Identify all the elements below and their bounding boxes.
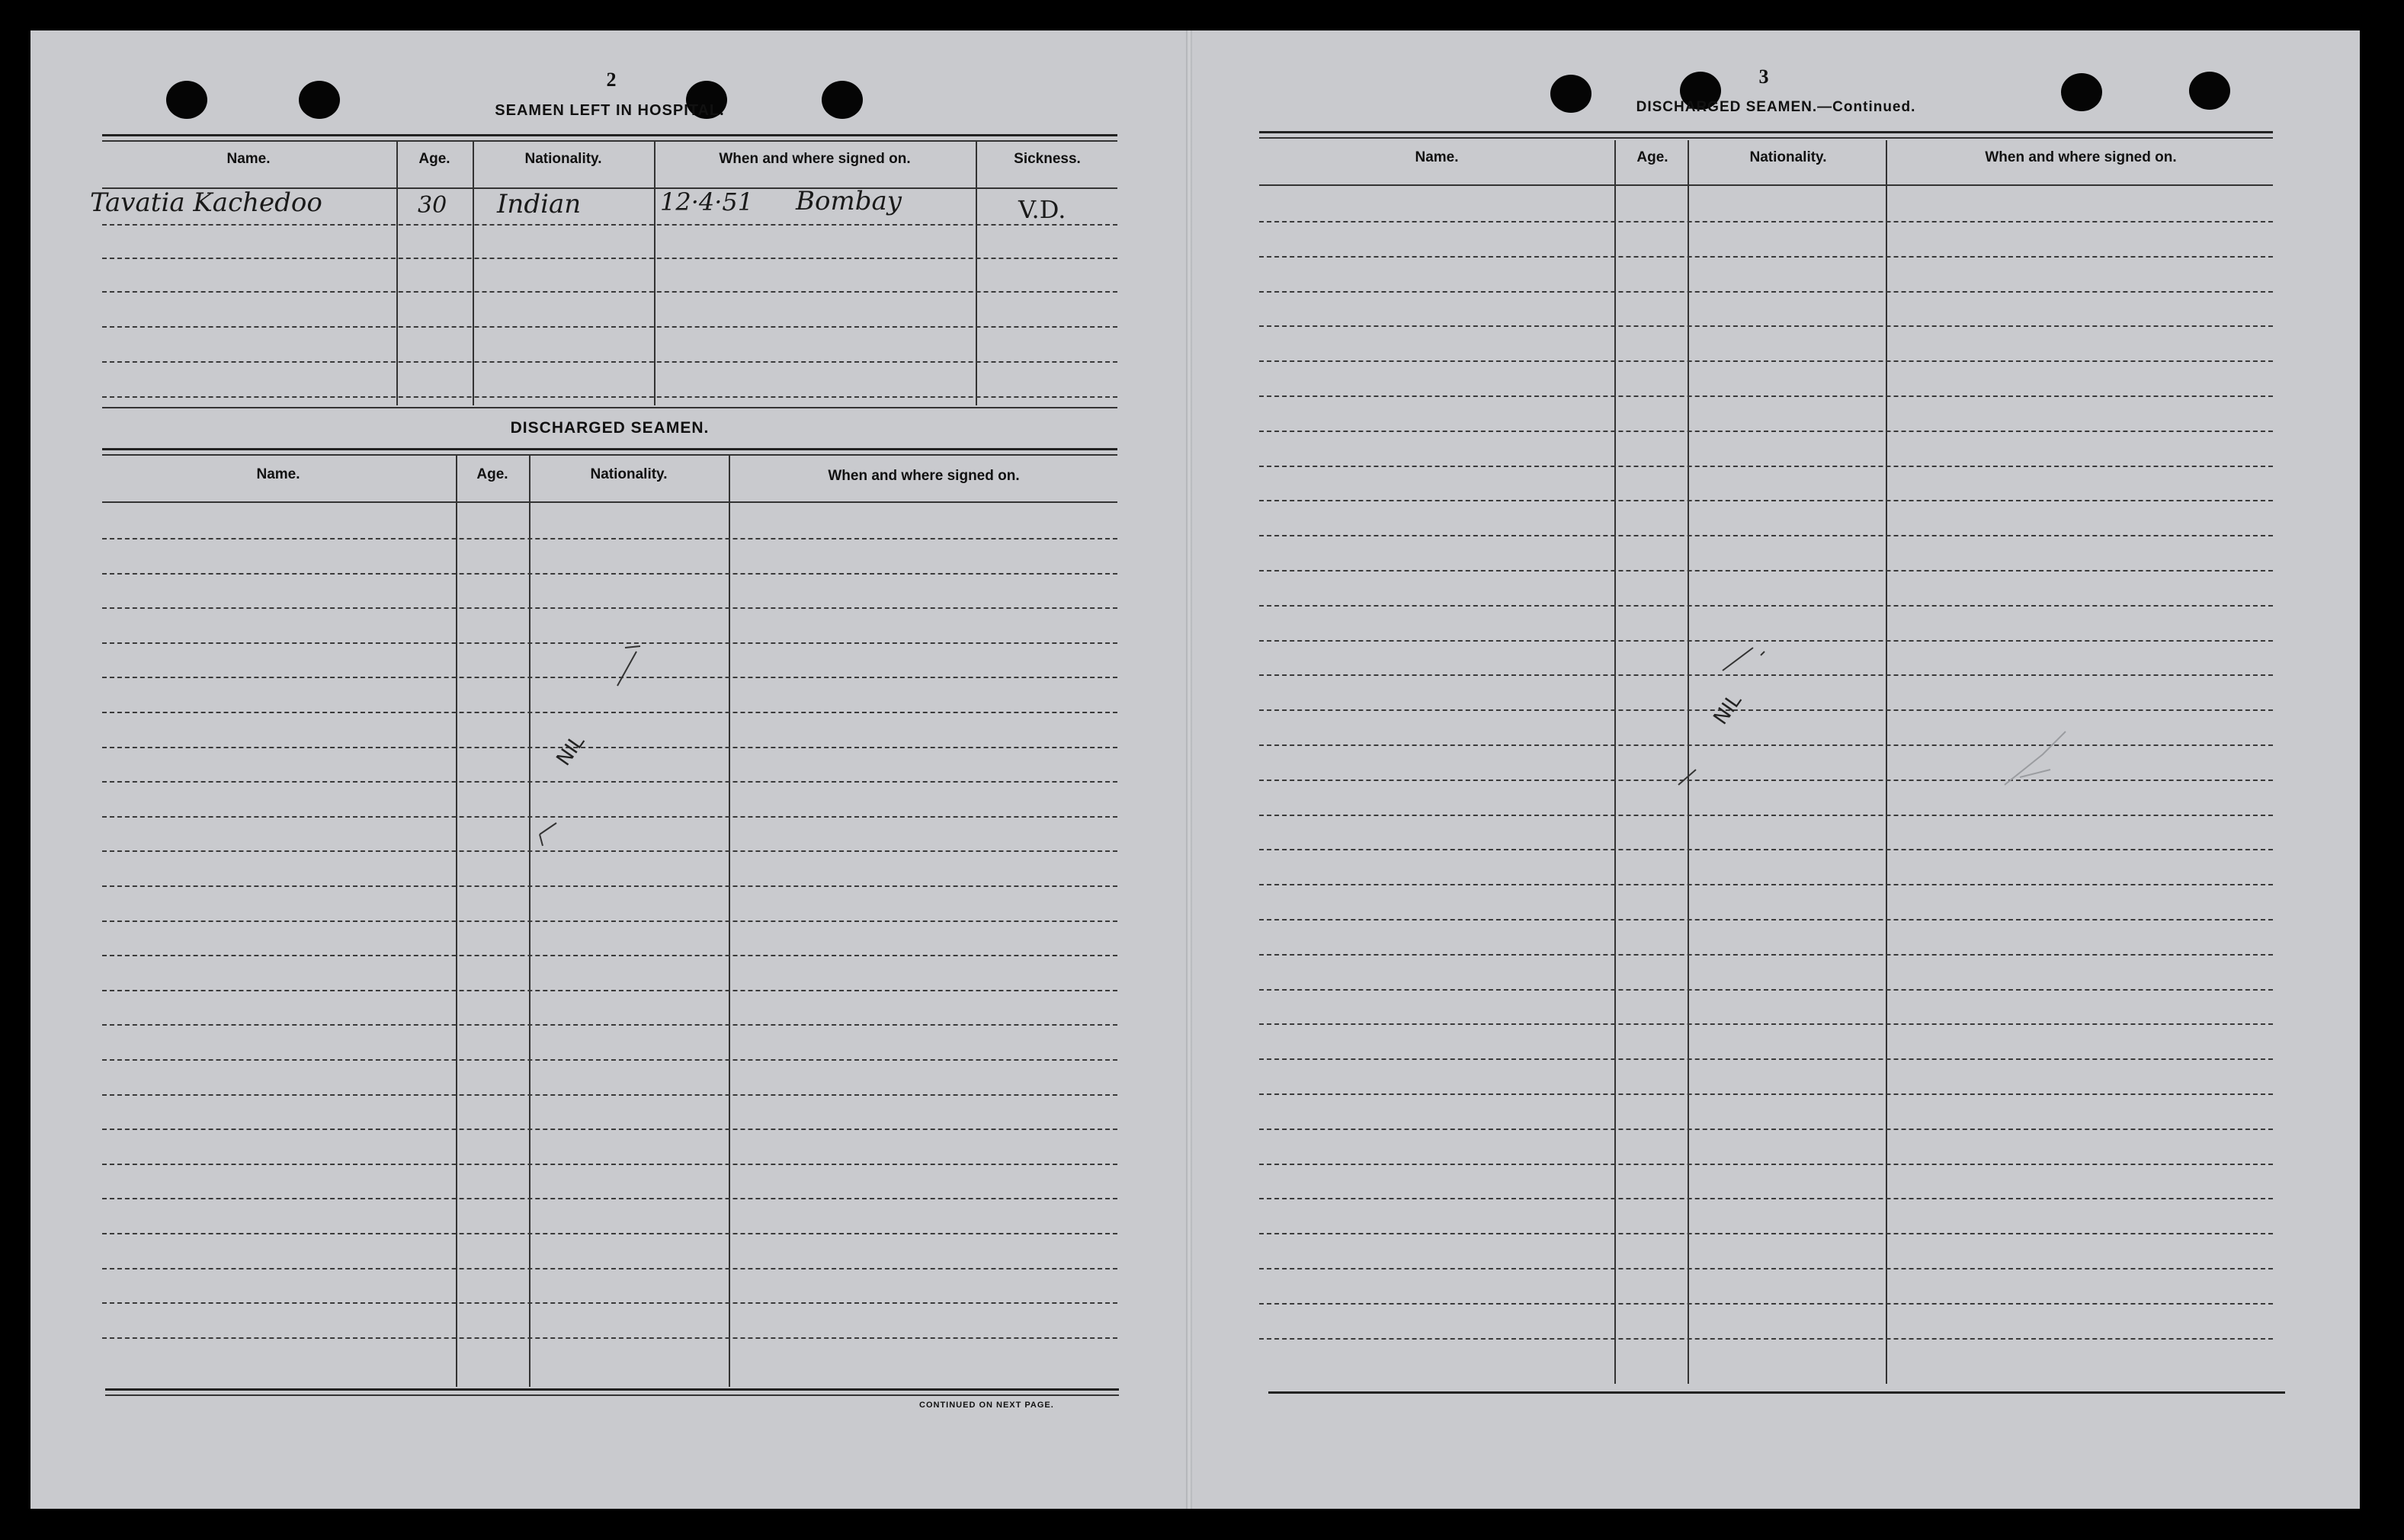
row-line [102,1094,1117,1096]
col-divider [976,142,977,405]
col-age: Age. [476,466,508,482]
row-line [102,1302,1117,1304]
col-sickness: Sickness. [1014,151,1081,167]
hospital-section-title: SEAMEN LEFT IN HOSPITAL. [495,102,725,119]
faint-stamp [1997,724,2088,792]
col-nationality: Nationality. [524,151,602,167]
row-line [1259,395,2273,397]
top-rule [102,134,1117,136]
row-line [102,361,1117,363]
nil-annotation: NIL [1709,690,1747,729]
punch-hole [299,81,340,119]
row-line [1259,605,2273,607]
row-line [102,291,1117,293]
col-name: Name. [1415,149,1459,165]
row-line [1259,535,2273,536]
row-line [1259,1198,2273,1199]
page-number: 3 [1758,66,1769,88]
col-age: Age. [1636,149,1668,165]
row-line [102,1024,1117,1026]
page-number: 2 [606,69,617,91]
row-line [102,990,1117,991]
row-line [1259,291,2273,293]
row-line [102,538,1117,539]
section-rule [102,407,1117,408]
entry-nationality: Indian [497,189,582,219]
row-line [102,1268,1117,1269]
row-line [102,573,1117,575]
top-rule [1259,137,2273,139]
row-line [1259,570,2273,571]
row-line [102,224,1117,226]
discharged-section-title: DISCHARGED SEAMEN. [510,419,710,437]
top-rule [1259,131,2273,133]
row-line [1259,1023,2273,1025]
row-line [1259,849,2273,850]
strike-mark [526,640,663,853]
punch-hole [166,81,207,119]
continued-footer: CONTINUED ON NEXT PAGE. [919,1401,1054,1410]
row-line [1259,954,2273,956]
row-line [1259,989,2273,991]
col-divider [473,142,474,405]
strike-mark [1662,632,1784,800]
section-rule [102,448,1117,450]
col-signed-on: When and where signed on. [828,468,1020,484]
row-line [1259,221,2273,223]
row-line [102,396,1117,398]
punch-hole [822,81,863,119]
row-line [1259,919,2273,920]
col-nationality: Nationality. [590,466,668,482]
col-signed-on: When and where signed on. [1985,149,2177,165]
row-line [102,920,1117,922]
row-line [102,1129,1117,1130]
bottom-rule [105,1394,1119,1396]
col-name: Name. [226,151,271,167]
bottom-rule [105,1388,1119,1391]
row-line [1259,1093,2273,1095]
header-rule [1259,184,2273,186]
entry-name: Tavatia Kachedoo [90,187,322,218]
bottom-rule [1268,1391,2285,1394]
row-line [1259,431,2273,432]
row-line [102,955,1117,956]
header-rule [102,501,1117,503]
punch-hole [2061,73,2102,111]
row-line [102,1233,1117,1234]
row-line [1259,325,2273,327]
row-line [1259,1268,2273,1269]
row-line [1259,1338,2273,1340]
row-line [1259,466,2273,467]
row-line [1259,1303,2273,1305]
row-line [1259,815,2273,816]
row-line [1259,500,2273,501]
col-nationality: Nationality. [1749,149,1827,165]
row-line [102,1198,1117,1199]
col-divider [654,142,655,405]
page-fold [1186,30,1192,1509]
row-line [102,1059,1117,1061]
row-line [102,326,1117,328]
row-line [1259,256,2273,258]
nil-annotation: NIL [552,731,590,770]
punch-hole [2189,72,2230,110]
col-signed-on: When and where signed on. [719,151,911,167]
right-section-title: DISCHARGED SEAMEN.—Continued. [1636,99,1916,115]
row-line [102,607,1117,609]
top-rule [102,140,1117,142]
entry-sickness: V.D. [1018,195,1066,224]
row-line [1259,884,2273,885]
entry-age: 30 [418,192,447,219]
row-line [1259,1129,2273,1130]
col-divider [396,142,398,405]
col-name: Name. [256,466,300,482]
row-line [102,258,1117,259]
section-rule [102,454,1117,456]
col-age: Age. [418,151,450,167]
row-line [102,1164,1117,1165]
row-line [1259,1164,2273,1165]
entry-signed-place: Bombay [796,186,902,216]
row-line [1259,1058,2273,1060]
entry-signed-date: 12·4·51 [660,187,754,216]
row-line [1259,1233,2273,1234]
row-line [102,885,1117,887]
row-line [102,1337,1117,1339]
row-line [1259,360,2273,362]
